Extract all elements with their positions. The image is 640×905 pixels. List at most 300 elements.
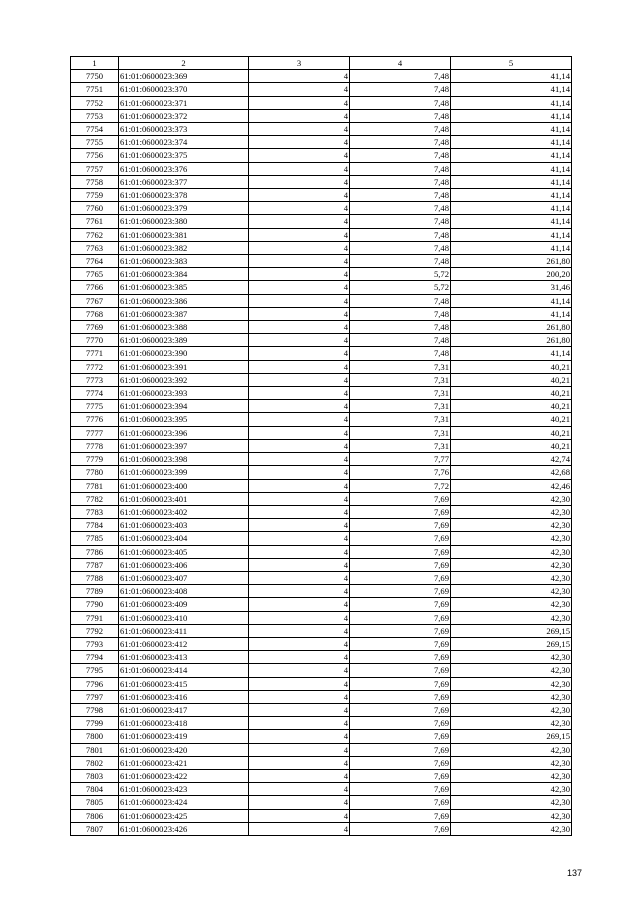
table-cell-col-1: 7789 — [71, 585, 119, 598]
table-cell-col-3: 4 — [249, 637, 350, 650]
table-row — [71, 545, 572, 558]
table-cell-col-4: 7,69 — [350, 598, 451, 611]
table-cell-col-2: 61:01:0600023:408 — [119, 585, 249, 598]
table-cell-col-3: 4 — [249, 783, 350, 796]
table-cell-col-1: 7772 — [71, 360, 119, 373]
table-cell-col-5: 42,30 — [451, 703, 572, 716]
table-row — [71, 809, 572, 822]
table-row — [71, 598, 572, 611]
table-cell-col-1: 7785 — [71, 532, 119, 545]
table-cell-col-3: 4 — [249, 624, 350, 637]
table-cell-col-3: 4 — [249, 717, 350, 730]
table-cell-col-1: 7781 — [71, 479, 119, 492]
table-cell-col-1: 7767 — [71, 294, 119, 307]
table-cell-col-4: 7,48 — [350, 149, 451, 162]
table-cell-col-2: 61:01:0600023:402 — [119, 505, 249, 518]
table-cell-col-4: 7,48 — [350, 307, 451, 320]
table-cell-col-2: 61:01:0600023:395 — [119, 413, 249, 426]
table-cell-col-4: 7,69 — [350, 532, 451, 545]
table-cell-col-4: 7,31 — [350, 413, 451, 426]
table-row — [71, 162, 572, 175]
table-row — [71, 413, 572, 426]
table-cell-col-5: 42,30 — [451, 783, 572, 796]
table-cell-col-4: 7,48 — [350, 255, 451, 268]
table-cell-col-2: 61:01:0600023:417 — [119, 703, 249, 716]
table-row — [71, 690, 572, 703]
table-row — [71, 519, 572, 532]
table-cell-col-1: 7805 — [71, 796, 119, 809]
table-cell-col-3: 4 — [249, 519, 350, 532]
table-cell-col-1: 7787 — [71, 558, 119, 571]
table-cell-col-5: 269,15 — [451, 624, 572, 637]
table-cell-col-4: 7,69 — [350, 505, 451, 518]
table-cell-col-1: 7775 — [71, 400, 119, 413]
table-cell-col-2: 61:01:0600023:382 — [119, 241, 249, 254]
table-cell-col-4: 7,48 — [350, 241, 451, 254]
table-row — [71, 783, 572, 796]
table-cell-col-4: 7,69 — [350, 585, 451, 598]
table-cell-col-5: 41,14 — [451, 347, 572, 360]
table-cell-col-5: 41,14 — [451, 123, 572, 136]
table-cell-col-4: 7,69 — [350, 756, 451, 769]
table-cell-col-1: 7791 — [71, 611, 119, 624]
table-cell-col-1: 7764 — [71, 255, 119, 268]
table-cell-col-1: 7799 — [71, 717, 119, 730]
table-cell-col-4: 7,69 — [350, 769, 451, 782]
table-cell-col-3: 4 — [249, 743, 350, 756]
table-cell-col-5: 31,46 — [451, 281, 572, 294]
table-cell-col-3: 4 — [249, 255, 350, 268]
table-cell-col-3: 4 — [249, 651, 350, 664]
table-cell-col-5: 42,30 — [451, 677, 572, 690]
table-cell-col-2: 61:01:0600023:398 — [119, 453, 249, 466]
table-cell-col-1: 7790 — [71, 598, 119, 611]
table-cell-col-3: 4 — [249, 730, 350, 743]
table-row — [71, 96, 572, 109]
table-cell-col-3: 4 — [249, 585, 350, 598]
table-cell-col-4: 7,77 — [350, 453, 451, 466]
table-cell-col-5: 41,14 — [451, 96, 572, 109]
table-cell-col-2: 61:01:0600023:400 — [119, 479, 249, 492]
table-cell-col-2: 61:01:0600023:412 — [119, 637, 249, 650]
table-cell-col-2: 61:01:0600023:420 — [119, 743, 249, 756]
table-cell-col-4: 7,69 — [350, 783, 451, 796]
table-cell-col-4: 7,69 — [350, 743, 451, 756]
table-cell-col-2: 61:01:0600023:380 — [119, 215, 249, 228]
table-row — [71, 730, 572, 743]
table-cell-col-2: 61:01:0600023:373 — [119, 123, 249, 136]
table-cell-col-4: 7,69 — [350, 822, 451, 835]
table-cell-col-2: 61:01:0600023:372 — [119, 109, 249, 122]
table-cell-col-2: 61:01:0600023:407 — [119, 571, 249, 584]
column-header-5: 5 — [451, 57, 572, 70]
table-row — [71, 136, 572, 149]
table-cell-col-3: 4 — [249, 611, 350, 624]
table-cell-col-2: 61:01:0600023:396 — [119, 426, 249, 439]
table-cell-col-3: 4 — [249, 796, 350, 809]
table-cell-col-2: 61:01:0600023:394 — [119, 400, 249, 413]
table-cell-col-2: 61:01:0600023:415 — [119, 677, 249, 690]
table-cell-col-5: 42,30 — [451, 492, 572, 505]
table-cell-col-4: 7,69 — [350, 703, 451, 716]
table-cell-col-4: 7,69 — [350, 611, 451, 624]
table-cell-col-5: 42,30 — [451, 558, 572, 571]
table-row — [71, 492, 572, 505]
table-cell-col-2: 61:01:0600023:405 — [119, 545, 249, 558]
table-cell-col-5: 42,30 — [451, 598, 572, 611]
column-header-2: 2 — [119, 57, 249, 70]
table-cell-col-5: 41,14 — [451, 83, 572, 96]
table-cell-col-3: 4 — [249, 321, 350, 334]
table-cell-col-1: 7765 — [71, 268, 119, 281]
table-cell-col-2: 61:01:0600023:397 — [119, 439, 249, 452]
table-cell-col-5: 42,30 — [451, 571, 572, 584]
table-cell-col-4: 5,72 — [350, 268, 451, 281]
table-cell-col-4: 7,31 — [350, 387, 451, 400]
table-cell-col-3: 4 — [249, 360, 350, 373]
table-cell-col-2: 61:01:0600023:399 — [119, 466, 249, 479]
table-row — [71, 228, 572, 241]
table-cell-col-4: 7,48 — [350, 228, 451, 241]
table-cell-col-2: 61:01:0600023:419 — [119, 730, 249, 743]
table-cell-col-1: 7756 — [71, 149, 119, 162]
table-cell-col-3: 4 — [249, 215, 350, 228]
table-cell-col-5: 40,21 — [451, 426, 572, 439]
table-row — [71, 571, 572, 584]
table-cell-col-2: 61:01:0600023:389 — [119, 334, 249, 347]
table-cell-col-3: 4 — [249, 479, 350, 492]
table-cell-col-2: 61:01:0600023:388 — [119, 321, 249, 334]
table-cell-col-1: 7779 — [71, 453, 119, 466]
table-row — [71, 175, 572, 188]
table-row — [71, 70, 572, 83]
table-cell-col-5: 42,30 — [451, 664, 572, 677]
table-cell-col-2: 61:01:0600023:370 — [119, 83, 249, 96]
table-cell-col-3: 4 — [249, 677, 350, 690]
table-cell-col-3: 4 — [249, 703, 350, 716]
table-cell-col-2: 61:01:0600023:375 — [119, 149, 249, 162]
table-cell-col-3: 4 — [249, 466, 350, 479]
table-row — [71, 255, 572, 268]
table-cell-col-5: 42,46 — [451, 479, 572, 492]
table-row — [71, 387, 572, 400]
table-cell-col-4: 7,69 — [350, 677, 451, 690]
table-cell-col-5: 261,80 — [451, 321, 572, 334]
table-cell-col-5: 42,30 — [451, 822, 572, 835]
table-cell-col-4: 7,48 — [350, 294, 451, 307]
table-cell-col-2: 61:01:0600023:414 — [119, 664, 249, 677]
table-cell-col-3: 4 — [249, 281, 350, 294]
table-cell-col-4: 7,31 — [350, 439, 451, 452]
table-cell-col-4: 7,69 — [350, 558, 451, 571]
column-header-3: 3 — [249, 57, 350, 70]
table-cell-col-1: 7776 — [71, 413, 119, 426]
table-row — [71, 624, 572, 637]
table-cell-col-5: 42,74 — [451, 453, 572, 466]
table-row — [71, 479, 572, 492]
table-cell-col-3: 4 — [249, 294, 350, 307]
table-cell-col-1: 7802 — [71, 756, 119, 769]
table-cell-col-1: 7761 — [71, 215, 119, 228]
table-cell-col-5: 41,14 — [451, 109, 572, 122]
table-cell-col-5: 41,14 — [451, 241, 572, 254]
table-cell-col-5: 42,30 — [451, 769, 572, 782]
table-row — [71, 334, 572, 347]
table-cell-col-1: 7760 — [71, 202, 119, 215]
table-cell-col-3: 4 — [249, 690, 350, 703]
table-cell-col-1: 7755 — [71, 136, 119, 149]
table-cell-col-1: 7759 — [71, 189, 119, 202]
table-cell-col-2: 61:01:0600023:411 — [119, 624, 249, 637]
table-cell-col-3: 4 — [249, 558, 350, 571]
table-cell-col-1: 7806 — [71, 809, 119, 822]
table-cell-col-2: 61:01:0600023:384 — [119, 268, 249, 281]
table-cell-col-1: 7768 — [71, 307, 119, 320]
table-cell-col-5: 40,21 — [451, 360, 572, 373]
table-cell-col-5: 42,30 — [451, 545, 572, 558]
table-cell-col-3: 4 — [249, 532, 350, 545]
table-row — [71, 611, 572, 624]
table-row — [71, 505, 572, 518]
table-cell-col-3: 4 — [249, 307, 350, 320]
table-cell-col-5: 40,21 — [451, 387, 572, 400]
table-cell-col-3: 4 — [249, 492, 350, 505]
table-row — [71, 756, 572, 769]
table-cell-col-1: 7795 — [71, 664, 119, 677]
table-cell-col-3: 4 — [249, 809, 350, 822]
table-cell-col-4: 7,72 — [350, 479, 451, 492]
table-cell-col-2: 61:01:0600023:376 — [119, 162, 249, 175]
table-cell-col-1: 7801 — [71, 743, 119, 756]
table-cell-col-5: 41,14 — [451, 307, 572, 320]
table-cell-col-4: 7,69 — [350, 664, 451, 677]
table-row — [71, 426, 572, 439]
table-cell-col-5: 261,80 — [451, 255, 572, 268]
table-cell-col-5: 269,15 — [451, 730, 572, 743]
table-cell-col-5: 269,15 — [451, 637, 572, 650]
table-cell-col-2: 61:01:0600023:416 — [119, 690, 249, 703]
table-cell-col-1: 7784 — [71, 519, 119, 532]
table-cell-col-1: 7750 — [71, 70, 119, 83]
table-cell-col-4: 7,48 — [350, 96, 451, 109]
table-cell-col-4: 7,48 — [350, 70, 451, 83]
table-row — [71, 189, 572, 202]
table-row — [71, 149, 572, 162]
table-cell-col-3: 4 — [249, 426, 350, 439]
table-cell-col-3: 4 — [249, 162, 350, 175]
table-cell-col-1: 7769 — [71, 321, 119, 334]
table-cell-col-5: 200,20 — [451, 268, 572, 281]
table-row — [71, 637, 572, 650]
table-cell-col-1: 7766 — [71, 281, 119, 294]
table-cell-col-5: 42,30 — [451, 796, 572, 809]
table-cell-col-5: 41,14 — [451, 136, 572, 149]
table-cell-col-4: 7,69 — [350, 690, 451, 703]
table-cell-col-4: 7,48 — [350, 321, 451, 334]
table-row — [71, 294, 572, 307]
table-cell-col-3: 4 — [249, 241, 350, 254]
table-cell-col-3: 4 — [249, 453, 350, 466]
table-cell-col-2: 61:01:0600023:423 — [119, 783, 249, 796]
table-cell-col-3: 4 — [249, 136, 350, 149]
table-cell-col-1: 7783 — [71, 505, 119, 518]
table-cell-col-1: 7780 — [71, 466, 119, 479]
table-cell-col-5: 41,14 — [451, 202, 572, 215]
table-row — [71, 307, 572, 320]
table-cell-col-2: 61:01:0600023:387 — [119, 307, 249, 320]
table-cell-col-2: 61:01:0600023:393 — [119, 387, 249, 400]
table-cell-col-1: 7804 — [71, 783, 119, 796]
table-cell-col-3: 4 — [249, 228, 350, 241]
table-cell-col-5: 41,14 — [451, 175, 572, 188]
page-number: 137 — [566, 868, 582, 878]
table-cell-col-1: 7753 — [71, 109, 119, 122]
table-row — [71, 532, 572, 545]
table-row — [71, 123, 572, 136]
table-cell-col-1: 7786 — [71, 545, 119, 558]
table-row — [71, 400, 572, 413]
table-cell-col-5: 41,14 — [451, 215, 572, 228]
table-cell-col-3: 4 — [249, 175, 350, 188]
table-row — [71, 677, 572, 690]
table-cell-col-1: 7771 — [71, 347, 119, 360]
table-cell-col-3: 4 — [249, 598, 350, 611]
table-cell-col-3: 4 — [249, 123, 350, 136]
table-row — [71, 241, 572, 254]
column-header-4: 4 — [350, 57, 451, 70]
table-cell-col-2: 61:01:0600023:371 — [119, 96, 249, 109]
table-cell-col-5: 41,14 — [451, 294, 572, 307]
table-cell-col-2: 61:01:0600023:381 — [119, 228, 249, 241]
table-cell-col-5: 42,30 — [451, 651, 572, 664]
table-cell-col-1: 7803 — [71, 769, 119, 782]
table-cell-col-1: 7800 — [71, 730, 119, 743]
table-cell-col-2: 61:01:0600023:391 — [119, 360, 249, 373]
table-cell-col-4: 7,31 — [350, 426, 451, 439]
table-cell-col-3: 4 — [249, 149, 350, 162]
table-cell-col-2: 61:01:0600023:401 — [119, 492, 249, 505]
table-cell-col-4: 7,69 — [350, 637, 451, 650]
table-cell-col-2: 61:01:0600023:390 — [119, 347, 249, 360]
table-cell-col-3: 4 — [249, 545, 350, 558]
table-cell-col-3: 4 — [249, 387, 350, 400]
table-row — [71, 439, 572, 452]
table-row — [71, 268, 572, 281]
table-cell-col-2: 61:01:0600023:369 — [119, 70, 249, 83]
table-cell-col-3: 4 — [249, 439, 350, 452]
table-cell-col-3: 4 — [249, 664, 350, 677]
table-cell-col-5: 42,30 — [451, 505, 572, 518]
table-cell-col-1: 7752 — [71, 96, 119, 109]
table-cell-col-2: 61:01:0600023:383 — [119, 255, 249, 268]
table-cell-col-3: 4 — [249, 189, 350, 202]
table-row — [71, 651, 572, 664]
table-cell-col-5: 42,30 — [451, 809, 572, 822]
table-cell-col-4: 7,48 — [350, 215, 451, 228]
table-cell-col-4: 7,69 — [350, 571, 451, 584]
table-cell-col-2: 61:01:0600023:418 — [119, 717, 249, 730]
table-cell-col-4: 5,72 — [350, 281, 451, 294]
table-cell-col-2: 61:01:0600023:410 — [119, 611, 249, 624]
table-cell-col-5: 42,30 — [451, 611, 572, 624]
table-cell-col-1: 7774 — [71, 387, 119, 400]
table-cell-col-1: 7770 — [71, 334, 119, 347]
table-row — [71, 215, 572, 228]
table-cell-col-3: 4 — [249, 96, 350, 109]
table-cell-col-1: 7793 — [71, 637, 119, 650]
table-cell-col-4: 7,69 — [350, 492, 451, 505]
table-cell-col-4: 7,31 — [350, 373, 451, 386]
table-cell-col-2: 61:01:0600023:385 — [119, 281, 249, 294]
table-cell-col-4: 7,48 — [350, 334, 451, 347]
table-cell-col-4: 7,48 — [350, 136, 451, 149]
table-cell-col-1: 7757 — [71, 162, 119, 175]
table-cell-col-5: 40,21 — [451, 373, 572, 386]
table-row — [71, 796, 572, 809]
table-cell-col-3: 4 — [249, 268, 350, 281]
table-cell-col-3: 4 — [249, 413, 350, 426]
table-row — [71, 360, 572, 373]
table-row — [71, 717, 572, 730]
table-row — [71, 743, 572, 756]
table-cell-col-5: 40,21 — [451, 400, 572, 413]
table-cell-col-4: 7,69 — [350, 809, 451, 822]
table-cell-col-5: 42,30 — [451, 532, 572, 545]
table-cell-col-1: 7782 — [71, 492, 119, 505]
table-row — [71, 585, 572, 598]
table-cell-col-2: 61:01:0600023:421 — [119, 756, 249, 769]
table-cell-col-1: 7794 — [71, 651, 119, 664]
table-cell-col-5: 40,21 — [451, 413, 572, 426]
table-row — [71, 373, 572, 386]
table-cell-col-2: 61:01:0600023:377 — [119, 175, 249, 188]
table-cell-col-2: 61:01:0600023:422 — [119, 769, 249, 782]
table-cell-col-4: 7,31 — [350, 360, 451, 373]
table-cell-col-2: 61:01:0600023:392 — [119, 373, 249, 386]
table-body — [71, 70, 572, 836]
table-cell-col-3: 4 — [249, 571, 350, 584]
table-cell-col-3: 4 — [249, 822, 350, 835]
table-cell-col-5: 42,30 — [451, 519, 572, 532]
table-cell-col-1: 7763 — [71, 241, 119, 254]
table-cell-col-3: 4 — [249, 202, 350, 215]
table-cell-col-2: 61:01:0600023:424 — [119, 796, 249, 809]
table-cell-col-2: 61:01:0600023:404 — [119, 532, 249, 545]
table-cell-col-4: 7,31 — [350, 400, 451, 413]
table-cell-col-2: 61:01:0600023:409 — [119, 598, 249, 611]
table-cell-col-5: 41,14 — [451, 70, 572, 83]
table-cell-col-1: 7792 — [71, 624, 119, 637]
table-row — [71, 664, 572, 677]
table-cell-col-4: 7,69 — [350, 651, 451, 664]
table-cell-col-5: 41,14 — [451, 189, 572, 202]
table-cell-col-3: 4 — [249, 400, 350, 413]
table-cell-col-5: 42,30 — [451, 717, 572, 730]
table-cell-col-2: 61:01:0600023:378 — [119, 189, 249, 202]
table-row — [71, 202, 572, 215]
table-cell-col-1: 7796 — [71, 677, 119, 690]
table-cell-col-2: 61:01:0600023:403 — [119, 519, 249, 532]
table-cell-col-4: 7,69 — [350, 624, 451, 637]
table-cell-col-1: 7762 — [71, 228, 119, 241]
table-cell-col-5: 42,68 — [451, 466, 572, 479]
table-cell-col-3: 4 — [249, 505, 350, 518]
table-row — [71, 769, 572, 782]
table-row — [71, 109, 572, 122]
table-cell-col-1: 7797 — [71, 690, 119, 703]
table-cell-col-1: 7758 — [71, 175, 119, 188]
table-cell-col-1: 7788 — [71, 571, 119, 584]
